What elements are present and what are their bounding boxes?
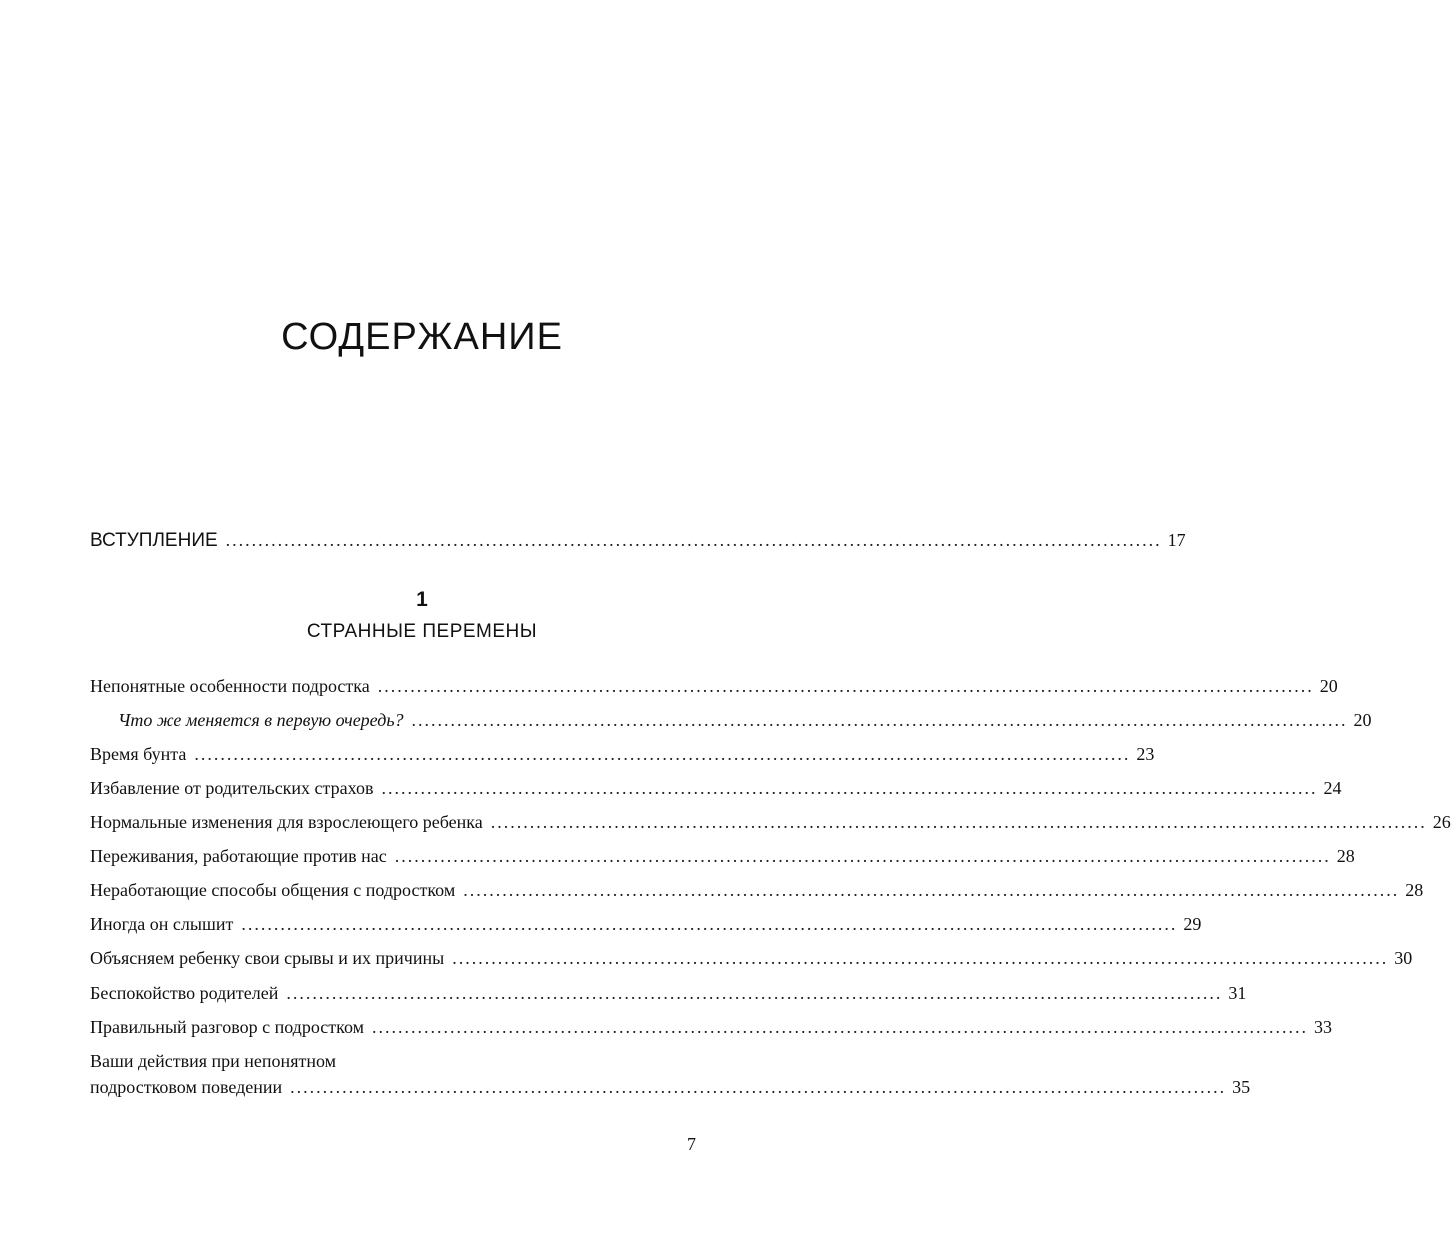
toc-subentry	[118, 708, 1372, 732]
toc-entry-label: Неработающие способы общения с подростком	[90, 880, 456, 900]
toc-entry-label: Что же меняется в первую очередь?	[118, 710, 404, 730]
dot-leader: ................................................................................................................................................	[194, 744, 1131, 764]
toc-entry	[90, 742, 1155, 766]
toc-entry-label: Переживания, работающие против нас	[90, 846, 387, 866]
chapter-number: 1	[416, 588, 428, 611]
toc-entry-label: Нормальные изменения для взрослеющего ребенка	[90, 812, 483, 832]
toc-entry-page: 20	[1353, 710, 1372, 730]
toc-entry-page: 31	[1228, 983, 1247, 1003]
chapter-title: СТРАННЫЕ ПЕРЕМЕНЫ	[306, 621, 538, 642]
toc-entry	[90, 912, 1202, 936]
toc-entry-label-line2: подростковом поведении	[90, 1077, 283, 1097]
page-title: СОДЕРЖАНИЕ	[281, 316, 563, 358]
dot-leader: ................................................................................................................................................	[377, 676, 1314, 696]
toc-entry-label: Правильный разговор с подростком	[90, 1017, 365, 1037]
toc-entry-intro	[90, 528, 1186, 553]
toc-entry-page: 30	[1394, 948, 1413, 968]
toc-entry-page: 26	[1432, 812, 1451, 832]
dot-leader: ................................................................................................................................................	[490, 812, 1427, 832]
toc-entry-page: 24	[1323, 778, 1342, 798]
toc-entry-page: 35	[1232, 1077, 1251, 1097]
toc-entry-label: Объясняем ребенку свои срывы и их причины	[90, 948, 445, 968]
page-number: 7	[687, 1134, 696, 1154]
dot-leader: ................................................................................................................................................	[452, 948, 1389, 968]
toc-entry	[90, 810, 1451, 834]
toc-entry-label: ВСТУПЛЕНИЕ	[90, 530, 218, 551]
toc-entry-page: 20	[1319, 676, 1338, 696]
toc-entry-label: Беспокойство родителей	[90, 983, 279, 1003]
toc-entry-page: 17	[1167, 530, 1186, 550]
toc-entry	[90, 1015, 1333, 1039]
dot-leader: ................................................................................................................................................	[286, 983, 1223, 1003]
dot-leader: ................................................................................................................................................	[381, 778, 1318, 798]
toc-entry	[90, 776, 1342, 800]
dot-leader: ................................................................................................................................................	[463, 880, 1400, 900]
toc-entry	[90, 946, 1413, 970]
toc-entry-label: Непонятные особенности подростка	[90, 676, 370, 696]
toc-entry-page: 33	[1314, 1017, 1333, 1037]
toc-entry-page: 29	[1183, 914, 1202, 934]
dot-leader: ................................................................................................................................................	[394, 846, 1331, 866]
toc-entry	[90, 844, 1355, 868]
toc-entry-page: 28	[1336, 846, 1355, 866]
toc-entry-page: 23	[1136, 744, 1155, 764]
dot-leader: ................................................................................................................................................	[411, 710, 1348, 730]
dot-leader: ................................................................................................................................................	[290, 1077, 1227, 1097]
toc-entry-label-line1: Ваши действия при непонятном	[90, 1051, 337, 1071]
toc-entry	[90, 1075, 1251, 1099]
toc-entry-label: Избавление от родительских страхов	[90, 778, 374, 798]
toc-entry-label: Время бунта	[90, 744, 187, 764]
dot-leader: ................................................................................................................................................	[225, 530, 1162, 550]
toc-entry	[90, 674, 1338, 698]
toc-entry-label: Иногда он слышит	[90, 914, 234, 934]
toc-entry	[90, 981, 1247, 1005]
toc-entry-page: 28	[1405, 880, 1424, 900]
dot-leader: ................................................................................................................................................	[241, 914, 1178, 934]
toc-entry	[90, 878, 1424, 902]
dot-leader: ................................................................................................................................................	[372, 1017, 1309, 1037]
